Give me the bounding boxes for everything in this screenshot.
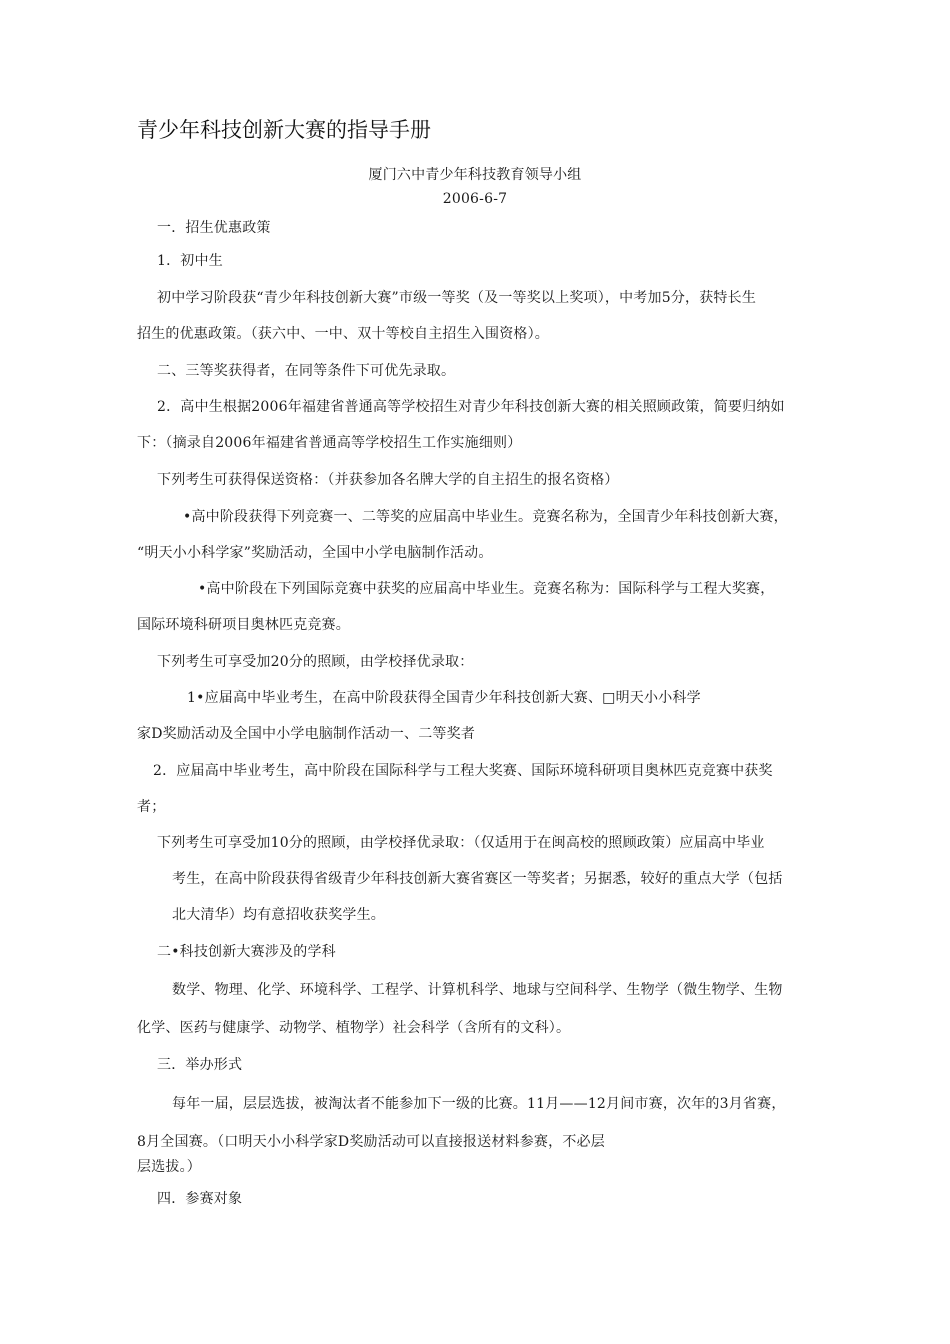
paragraph-line: “明天小小科学家”奖励活动，全国中小学电脑制作活动。 — [137, 545, 493, 561]
paragraph-line: 下列考生可享受加10分的照顾，由学校择优录取：（仅适用于在闽高校的照顾政策）应届高中毕业 — [157, 835, 765, 851]
paragraph-line: 家D奖励活动及全国中小学电脑制作活动一、二等奖者 — [137, 726, 476, 742]
paragraph-line: 化学、医药与健康学、动物学、植物学）社会科学（含所有的文科）。 — [137, 1020, 571, 1036]
section-heading-format: 三．举办形式 — [157, 1057, 243, 1073]
bullet-line: •高中阶段获得下列竞赛一、二等奖的应届高中毕业生。竞赛名称为，全国青少年科技创新大赛， — [183, 509, 788, 525]
date-line: 2006-6-7 — [442, 191, 508, 207]
paragraph-line: 每年一届，层层选拔，被淘汰者不能参加下一级的比赛。11月——12月间市赛，次年的3月省赛， — [172, 1096, 786, 1112]
section-heading-enrollment-policy: 一．招生优惠政策 — [157, 220, 271, 236]
section-heading-participants: 四．参赛对象 — [157, 1191, 243, 1207]
paragraph-line: 二、三等奖获得者，在同等条件下可优先录取。 — [157, 363, 456, 379]
subheading-senior-high: 2．高中生根据2006年福建省普通高等学校招生对青少年科技创新大赛的相关照顾政策，简要归纳如 — [157, 399, 785, 415]
paragraph-line: 北大清华）均有意招收获奖学生。 — [172, 907, 385, 923]
paragraph-line: 8月全国赛。（口明天小小科学家D奖励活动可以直接报送材料参赛，不必层 — [137, 1134, 605, 1150]
bullet-line: •高中阶段在下列国际竞赛中获奖的应届高中毕业生。竞赛名称为：国际科学与工程大奖赛， — [198, 581, 775, 597]
paragraph-line: 招生的优惠政策。（获六中、一中、双十等校自主招生入围资格）。 — [137, 326, 549, 342]
paragraph-line: 初中学习阶段获“青少年科技创新大赛”市级一等奖（及一等奖以上奖项），中考加5分，获特长生 — [157, 290, 757, 306]
paragraph-line: 下列考生可获得保送资格：（并获参加各名牌大学的自主招生的报名资格） — [157, 472, 619, 488]
paragraph-line: 者； — [137, 799, 166, 815]
section-heading-subjects: 二•科技创新大赛涉及的学科 — [157, 944, 336, 960]
subheading-junior-high: 1．初中生 — [157, 253, 223, 269]
paragraph-line: 国际环境科研项目奥林匹克竞赛。 — [137, 617, 350, 633]
paragraph-line: 考生，在高中阶段获得省级青少年科技创新大赛省赛区一等奖者；另据悉，较好的重点大学（包括 — [172, 871, 783, 887]
paragraph-line: 层选拔。） — [137, 1159, 201, 1175]
document-title: 青少年科技创新大赛的指导手册 — [137, 118, 431, 142]
paragraph-line: 下列考生可享受加20分的照顾，由学校择优录取： — [157, 654, 474, 670]
numbered-line: 1•应届高中毕业考生，在高中阶段获得全国青少年科技创新大赛、□明天小小科学 — [187, 690, 701, 706]
paragraph-line: 数学、物理、化学、环境科学、工程学、计算机科学、地球与空间科学、生物学（微生物学、生物 — [172, 982, 783, 998]
author-line: 厦门六中青少年科技教育领导小组 — [368, 167, 582, 183]
paragraph-line: 下：（摘录自2006年福建省普通高等学校招生工作实施细则） — [137, 435, 522, 451]
numbered-line: 2．应届高中毕业考生，高中阶段在国际科学与工程大奖赛、国际环境科研项目奥林匹克竞赛中获奖 — [153, 763, 773, 779]
